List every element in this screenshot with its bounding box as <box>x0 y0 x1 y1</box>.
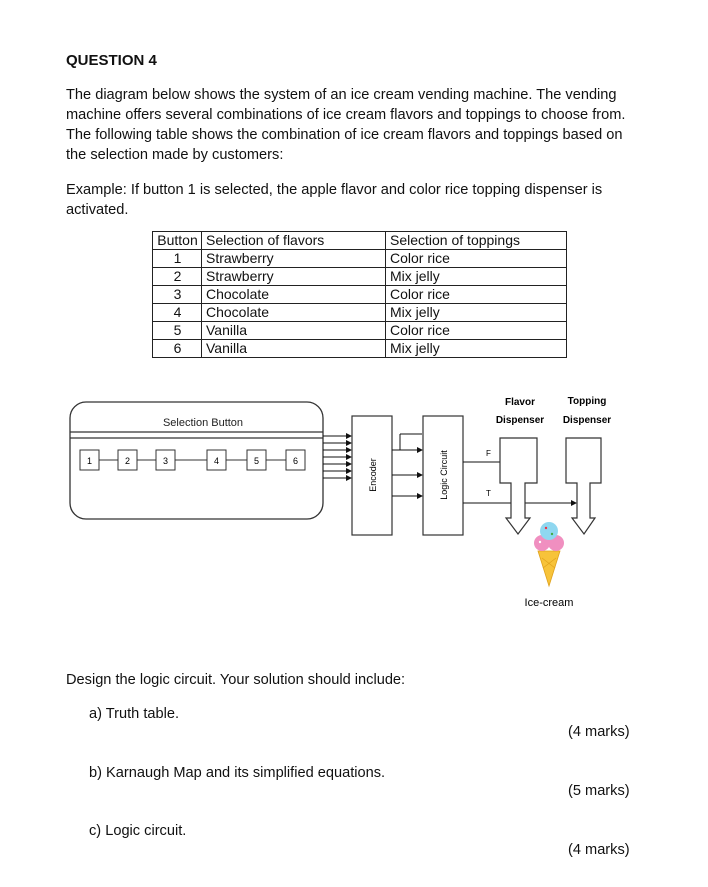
vending-machine-diagram <box>60 388 640 613</box>
task-a-label: a) Truth table. <box>89 706 180 722</box>
cell-flavor: Chocolate <box>202 286 386 304</box>
design-instructions: Design the logic circuit. Your solution should include: <box>66 672 406 688</box>
question-example: Example: If button 1 is selected, the apple flavor and color rice topping dispenser is activated. <box>66 182 603 218</box>
cell-topping: Mix jelly <box>386 304 567 322</box>
question-intro: The diagram below shows the system of an ice cream vending machine. The vending machine offers several combinations of ice cream flavors and toppings to choose from. The following table shows the combination of ice cream flavors and toppings based on the selection made by customers: <box>66 87 626 163</box>
cell-button: 4 <box>153 304 202 322</box>
table-header-row <box>153 232 567 250</box>
table-row <box>153 340 567 358</box>
table-row <box>153 286 567 304</box>
header-toppings: Selection of toppings <box>386 232 567 250</box>
cell-flavor: Vanilla <box>202 322 386 340</box>
flavor-dispenser <box>500 438 537 534</box>
ice-cream-icon <box>534 522 564 586</box>
button-bus <box>323 436 351 478</box>
line-t-label: T <box>486 489 491 498</box>
select-button-2-label: 2 <box>124 456 131 466</box>
cell-topping: Color rice <box>386 322 567 340</box>
select-button-3-label: 3 <box>162 456 169 466</box>
task-c-label: c) Logic circuit. <box>89 823 187 839</box>
topping-label-1: Topping <box>567 396 607 407</box>
topping-dispenser <box>566 438 601 534</box>
cell-button: 3 <box>153 286 202 304</box>
cell-flavor: Strawberry <box>202 250 386 268</box>
cell-topping: Mix jelly <box>386 268 567 286</box>
cell-topping: Color rice <box>386 250 567 268</box>
table-row <box>153 268 567 286</box>
cell-button: 2 <box>153 268 202 286</box>
flavor-label-1: Flavor <box>504 397 536 408</box>
cell-flavor: Strawberry <box>202 268 386 286</box>
topping-label-2: Dispenser <box>562 415 612 426</box>
task-c-marks: (4 marks) <box>568 842 630 858</box>
flavor-label-2: Dispenser <box>495 415 545 426</box>
cell-button: 5 <box>153 322 202 340</box>
table-row <box>153 322 567 340</box>
question-title: QUESTION 4 <box>66 52 157 69</box>
task-b-marks: (5 marks) <box>568 783 630 799</box>
task-a-marks: (4 marks) <box>568 724 630 740</box>
cell-button: 6 <box>153 340 202 358</box>
logic-circuit-label: Logic Circuit <box>439 450 449 500</box>
select-button-5-label: 5 <box>253 456 260 466</box>
table-row <box>153 250 567 268</box>
combination-table <box>152 231 567 358</box>
header-flavors: Selection of flavors <box>202 232 386 250</box>
cell-topping: Mix jelly <box>386 340 567 358</box>
task-b-label: b) Karnaugh Map and its simplified equations. <box>89 765 386 781</box>
ice-cream-label: Ice-cream <box>524 597 574 609</box>
cell-button: 1 <box>153 250 202 268</box>
select-button-6-label: 6 <box>292 456 299 466</box>
encoder-label: Encoder <box>368 458 378 492</box>
header-button: Button <box>153 232 202 250</box>
select-button-4-label: 4 <box>213 456 220 466</box>
line-f-label: F <box>486 449 491 458</box>
encoder-outputs <box>392 434 422 496</box>
select-button-1-label: 1 <box>86 456 93 466</box>
cell-flavor: Vanilla <box>202 340 386 358</box>
cell-topping: Color rice <box>386 286 567 304</box>
table-row <box>153 304 567 322</box>
selection-button-label: Selection Button <box>162 417 244 429</box>
cell-flavor: Chocolate <box>202 304 386 322</box>
